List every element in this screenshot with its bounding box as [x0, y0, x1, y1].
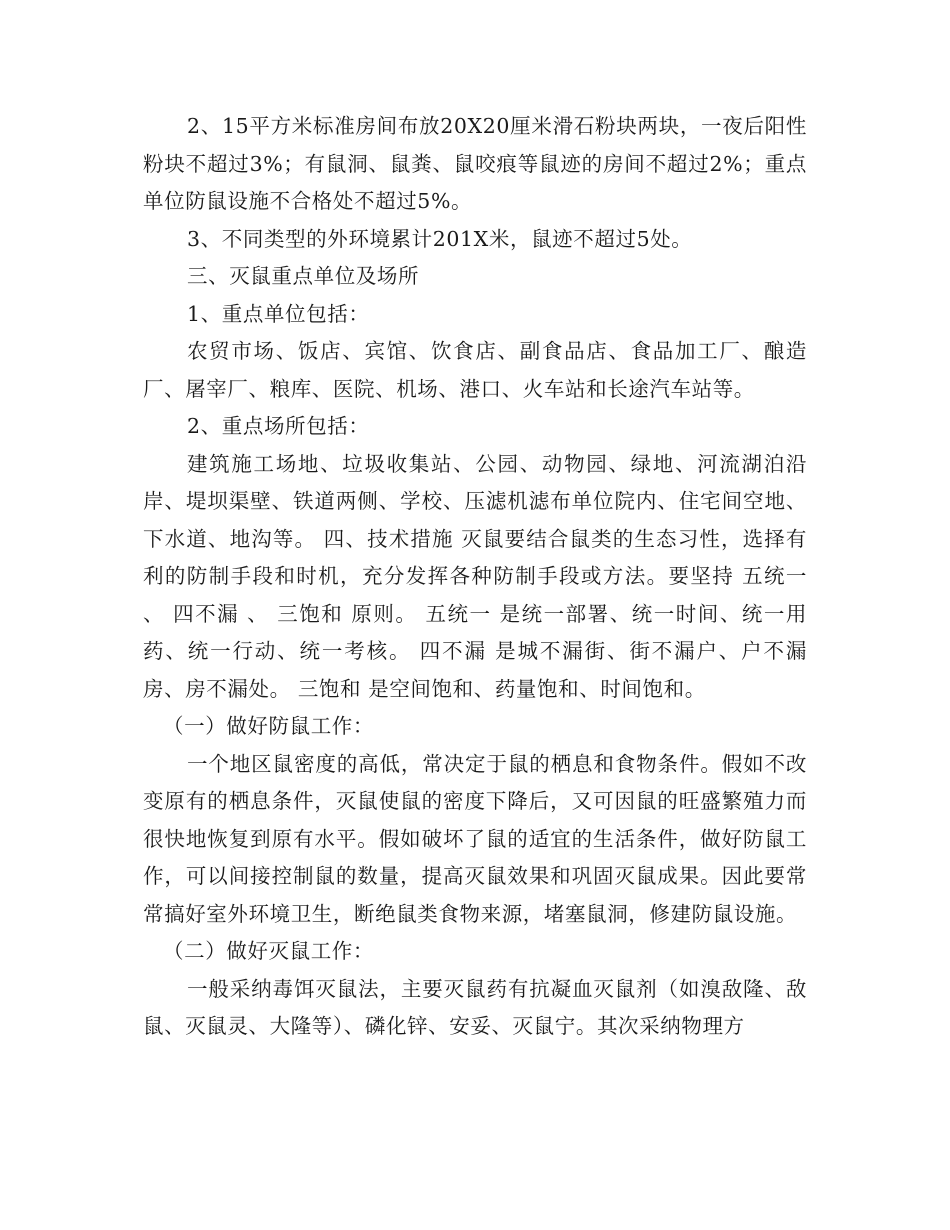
paragraph-criteria-2: 2、15平方米标准房间布放20X20厘米滑石粉块两块，一夜后阳性粉块不超过3%；有鼠洞、鼠粪、鼠咬痕等鼠迹的房间不超过2%；重点单位防鼠设施不合格处不超过5%。: [143, 114, 807, 213]
document-body: [143, 108, 807, 1046]
subheading-key-units: 1、重点单位包括：: [187, 301, 370, 326]
subheading-rodent-prevention: （一）做好防鼠工作：: [163, 714, 374, 738]
paragraph-criteria-3: 3、不同类型的外环境累计201X米，鼠迹不超过5处。: [187, 226, 693, 251]
subheading-key-places: 2、重点场所包括：: [187, 414, 370, 438]
paragraph-rodent-prevention: 一个地区鼠密度的高低，常决定于鼠的栖息和食物条件。假如不改变原有的栖息条件，灭鼠使鼠的密度下降后，又可因鼠的旺盛繁殖力而很快地恢复到原有水平。假如破坏了鼠的适宜的生活条件，做好防鼠工作，可以间接控制鼠的数量，提高灭鼠效果和巩固灭鼠成果。因此要常常搞好室外环境卫生，断绝鼠类食物来源，堵塞鼠洞，修建防鼠设施。: [143, 751, 807, 926]
paragraph-key-units-list: 农贸市场、饭店、宾馆、饮食店、副食品店、食品加工厂、酿造厂、屠宰厂、粮库、医院、机场、港口、火车站和长途汽车站等。: [143, 339, 807, 401]
subheading-rodent-control: （二）做好灭鼠工作：: [163, 939, 374, 963]
paragraph-rodent-control: 一般采纳毒饵灭鼠法，主要灭鼠药有抗凝血灭鼠剂（如溴敌隆、敌鼠、灭鼠灵、大隆等）、磷化锌、安妥、灭鼠宁。其次采纳物理方: [143, 976, 807, 1038]
section-heading-key-units: 三、灭鼠重点单位及场所: [187, 264, 420, 288]
paragraph-key-places-and-measures: 建筑施工场地、垃圾收集站、公园、动物园、绿地、河流湖泊沿岸、堤坝渠壁、铁道两侧、学校、压滤机滤布单位院内、住宅间空地、下水道、地沟等。 四、技术措施 灭鼠要结合鼠类的生态习性，选择有利的防制手段和时机，充分发挥各种防制手段或方法。要坚持 五统一 、 四不漏 、 三饱和 原则。 五统一 是统一部署、统一时间、统一用药、统一行动、统一考核。 四不漏 是城不漏街、街不漏户、户不漏房、房不漏处。 三饱和 是空间饱和、药量饱和、时间饱和。: [143, 451, 807, 701]
